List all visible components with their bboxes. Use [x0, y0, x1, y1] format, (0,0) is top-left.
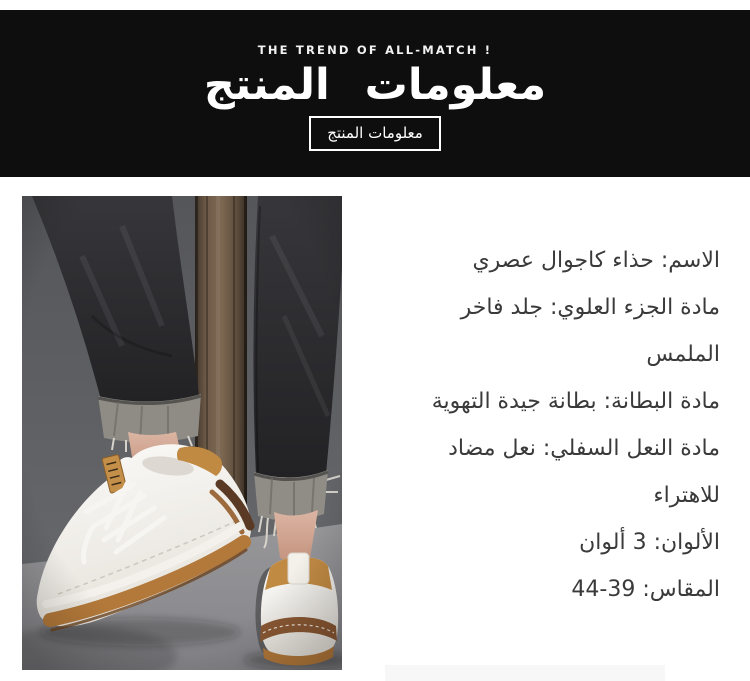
- info-line-colors: الألوان: 3 ألوان: [579, 530, 720, 555]
- product-photo: [22, 196, 342, 670]
- photo-vignette: [22, 196, 342, 670]
- info-line-sole-material: مادة النعل السفلي: نعل مضاد: [448, 436, 720, 461]
- banner: [0, 10, 750, 177]
- info-line-upper-material-wrap: الملمس: [646, 342, 720, 367]
- info-line-name: الاسم: حذاء كاجوال عصري: [472, 248, 720, 273]
- banner-title: معلومات المنتج: [203, 60, 547, 110]
- next-section-peek: [385, 665, 665, 681]
- banner-box-label: معلومات المنتج: [327, 124, 423, 142]
- banner-box: [309, 116, 441, 151]
- product-photo-illustration: [22, 196, 342, 670]
- info-line-lining-material: مادة البطانة: بطانة جيدة التهوية: [431, 389, 720, 414]
- product-info-list: [350, 237, 720, 613]
- info-line-upper-material: مادة الجزء العلوي: جلد فاخر: [460, 295, 720, 320]
- info-line-size: المقاس: 39-44: [571, 577, 720, 602]
- info-line-sole-material-wrap: للاهتراء: [653, 483, 720, 508]
- banner-tagline: THE TREND OF ALL-MATCH !: [257, 43, 493, 57]
